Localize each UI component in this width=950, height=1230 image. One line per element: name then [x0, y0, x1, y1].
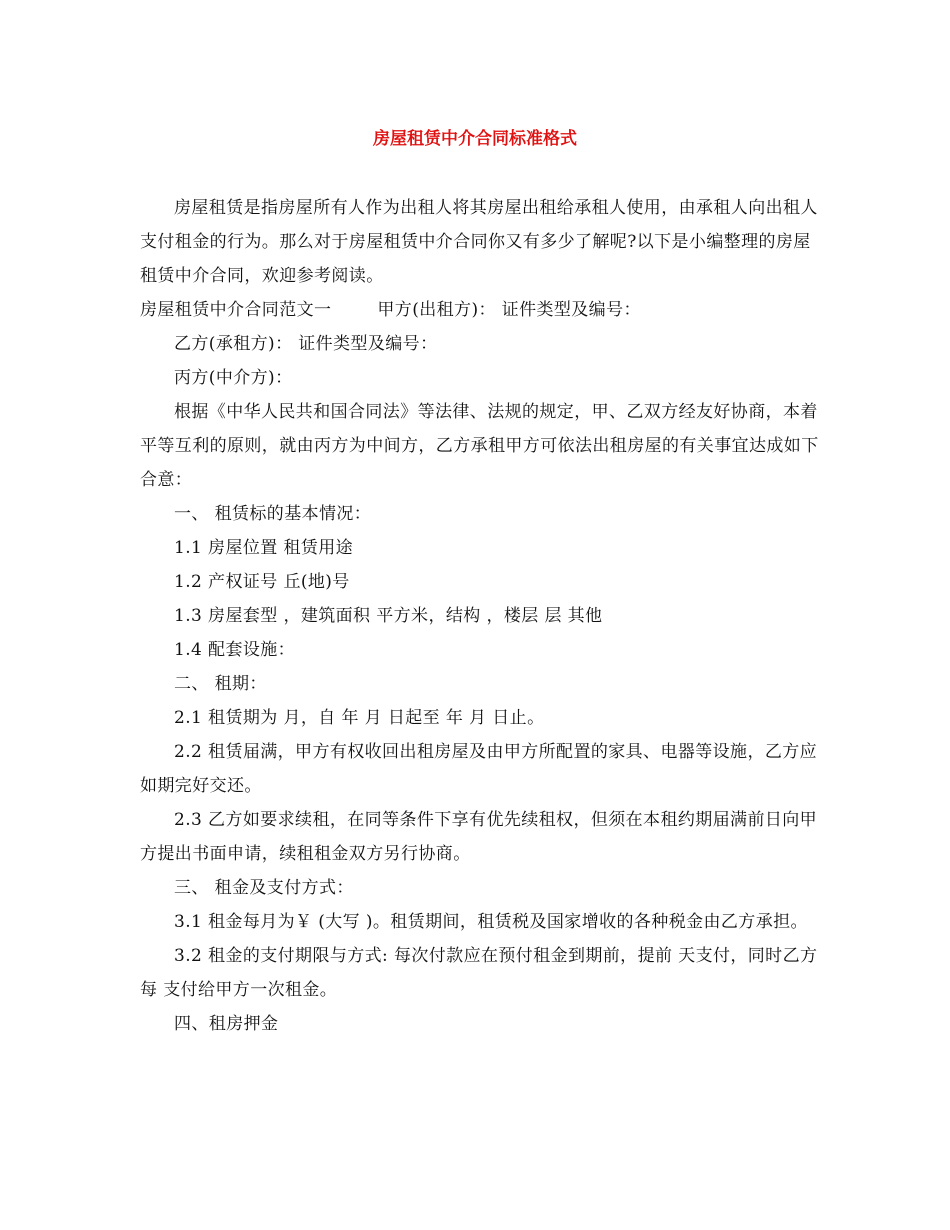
sample-heading-line	[140, 293, 820, 327]
section-3-heading: 三、 租金及支付方式：	[174, 878, 354, 898]
clause-3-2: 3.2 租金的支付期限与方式: 每次付款应在预付租金到期前，提前 天支付，同时乙方每 支付给甲方一次租金。	[140, 946, 818, 1000]
clause-2-2: 2.2 租赁届满，甲方有权收回出租房屋及由甲方所配置的家具、电器等设施，乙方应如期完好交还。	[140, 742, 818, 796]
intro-paragraph: 房屋租赁是指房屋所有人作为出租人将其房屋出租给承租人使用，由承租人向出租人支付租金的行为。那么对于房屋租赁中介合同你又有多少了解呢?以下是小编整理的房屋租赁中介合同，欢迎参考阅读。	[140, 198, 818, 286]
section-4-heading: 四、租房押金	[174, 1014, 279, 1034]
section-1-heading: 一、 租赁标的基本情况：	[174, 504, 372, 524]
sample-heading: 房屋租赁中介合同范文一	[140, 300, 332, 320]
clause-1-4: 1.4 配套设施：	[174, 640, 296, 660]
clause-1-3: 1.3 房屋套型 ，建筑面积 平方米，结构 ，楼层 层 其他	[174, 606, 603, 626]
document-body	[140, 191, 820, 1041]
clause-1-2: 1.2 产权证号 丘(地)号	[174, 572, 350, 592]
clause-2-3: 2.3 乙方如要求续租，在同等条件下享有优先续租权，但须在本租约期届满前日向甲方提出书面申请，续租租金双方另行协商。	[140, 810, 818, 864]
party-b-line: 乙方(承租方)： 证件类型及编号：	[174, 334, 438, 354]
clause-1-1: 1.1 房屋位置 租赁用途	[174, 538, 354, 558]
document-title: 房屋租赁中介合同标准格式	[373, 129, 577, 149]
party-c-line: 丙方(中介方)：	[174, 368, 293, 388]
clause-2-1: 2.1 租赁期为 月，自 年 月 日起至 年 月 日止。	[174, 708, 545, 728]
clause-3-1: 3.1 租金每月为￥ (大写 )。租赁期间，租赁税及国家增收的各种税金由乙方承担。	[174, 912, 808, 932]
section-2-heading: 二、 租期：	[174, 674, 267, 694]
party-a-line: 甲方(出租方)： 证件类型及编号：	[377, 300, 641, 320]
preamble-paragraph: 根据《中华人民共和国合同法》等法律、法规的规定，甲、乙双方经友好协商，本着平等互利的原则，就由丙方为中间方，乙方承租甲方可依法出租房屋的有关事宜达成如下合意：	[140, 402, 819, 490]
